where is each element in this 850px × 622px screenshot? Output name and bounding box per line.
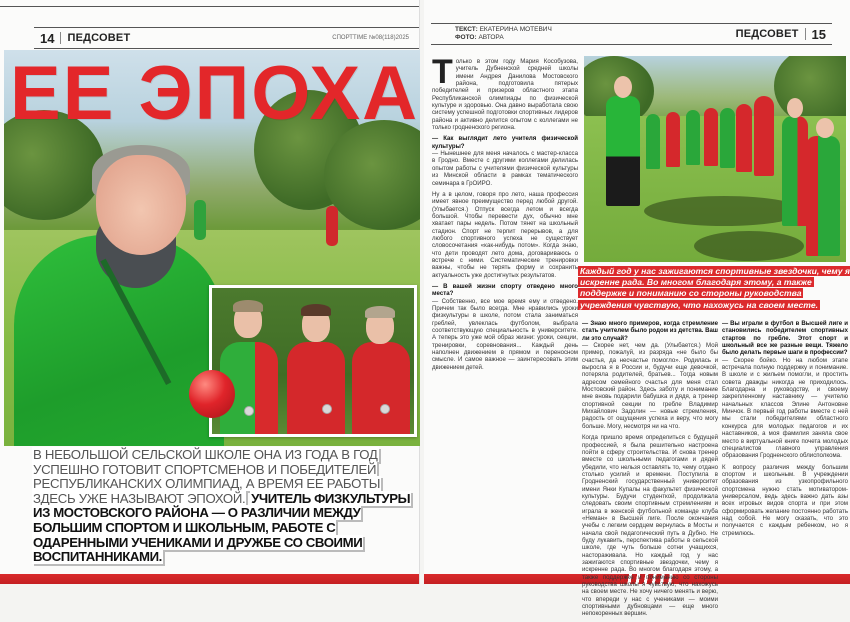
medal xyxy=(380,404,390,414)
student-red-shirt xyxy=(352,342,410,434)
issue-label: СПОРТТIME №08(118)2025 xyxy=(332,35,409,41)
red-ball xyxy=(189,370,235,418)
credit-photo-author: АВТОРА xyxy=(478,34,504,41)
question-3: — Знаю много примеров, когда стремление стать учителем было родом из детства. Ваш ли это случай? xyxy=(582,320,719,342)
shadow xyxy=(694,231,804,261)
team-photo xyxy=(584,56,846,262)
student-head xyxy=(787,98,803,118)
background-player xyxy=(326,206,338,246)
student-figure xyxy=(806,136,840,256)
student-figure xyxy=(754,96,774,176)
pull-quote xyxy=(578,266,850,311)
student-head xyxy=(816,118,834,138)
top-rule xyxy=(0,6,419,7)
left-page xyxy=(0,0,420,584)
question-4: — Вы играли в футбол в Высшей лиге и становились победителем спортивных стартов по гребле. Этот спорт и школьный все же разные вещи. Тяжело было делать первые шаги в профессии? xyxy=(722,320,848,357)
student-figure xyxy=(686,110,700,165)
article-title: ЕЕ ЭПОХА xyxy=(10,51,419,136)
section-label-right: ПЕДСОВЕТ xyxy=(730,28,806,40)
medal xyxy=(322,404,332,414)
page-number-right: 15 xyxy=(811,26,826,42)
student-hair xyxy=(233,300,263,312)
running-header-left xyxy=(34,27,419,49)
running-header-right xyxy=(431,23,832,45)
answer-2: — Собственно, все мое время ему и отведено. Причем так было всегда. Мне нравились уроки физкультуры в школе, потом стала заниматься греблей, увлеклась футболом, выбрала соответствующую специальность в университете. А теперь это уже мой образ жизни: уроки, секции, тренировки, соревнования... Каждый день наполнен движением в прямом и переносном смысле. И самое важное — заинтересовать этим движением детей. xyxy=(432,297,578,371)
student-figure xyxy=(782,116,808,226)
student-hair xyxy=(301,304,331,316)
student-figure xyxy=(736,104,752,172)
drop-cap: Т xyxy=(432,53,453,91)
answer-4: — Скорее бойко. Но на любом этапе встречала полную поддержку и понимание. В школе и с жильем помогли, и простить совета дважды никогда не приходилось. Благодарна и руководству, и своему закрепленному наставнику — учителю начальных классов Элине Антоновне Минчок. В первый год работы вместе с ней мы стали победителями областного конкурса для молодых педагогов и их наставников, а моя фамилия заняла свое место в виртуальной книге почета молодых специалистов главного управления образования Гродненского облисполкома. xyxy=(722,356,848,460)
credit-text-author: ЕКАТЕРИНА МОТЕВИЧ xyxy=(479,26,552,33)
student-hair xyxy=(365,306,395,318)
text-column-1 xyxy=(432,53,578,375)
shadow xyxy=(644,196,804,226)
lead-summary: УЧИТЕЛЬ ФИЗКУЛЬТУРЫ ИЗ МОСТОВСКОГО РАЙОНА — О РАЗЛИЧИИ МЕЖДУ БОЛЬШИМ СПОРТОМ И ШКОЛЬНЫМ, РАБОТЕ С ОДАРЕННЫМИ УЧЕНИКАМИ И ДРУЖБЕ СО СВОИМИ ВОСПИТАННИКАМИ. xyxy=(33,490,411,565)
student-red-shirt xyxy=(287,342,345,434)
teacher-figure xyxy=(606,96,640,206)
bottom-red-band xyxy=(0,574,419,584)
teacher-head xyxy=(614,76,632,98)
question-2: — В вашей жизни спорту отведено много места? xyxy=(432,282,578,298)
medal xyxy=(244,406,254,416)
text-column-2 xyxy=(582,320,718,622)
credits xyxy=(431,26,552,42)
pull-quote-text: Каждый год у нас зажигаются спортивные звездочки, чему я искренне рада. Во многом благодаря этому, а также поддержке и пониманию со стороны руководства учреждения чувствую, что нахожусь на своем месте. xyxy=(580,266,850,310)
lead-paragraph xyxy=(32,448,412,565)
student-figure xyxy=(666,112,680,167)
background-player xyxy=(194,200,206,240)
intro-text: олько в этом году Мария Кособузова, учитель Дубненской средней школы имени Андрея Данилова Мостовского района, подготовила пятерых победителей и призеров областного этапа Республиканской олимпиады по физической культуре и здоровью. Она давно выработала свою систему успешной подготовки спортивных лидеров района и активно делится опытом с коллегами не только гродненского региона. xyxy=(432,58,578,132)
intro-paragraph xyxy=(432,53,578,132)
answer-3b: Когда пришло время определиться с будущей профессией, я была решительно настроена пойти в сферу строительства. И снова тренер вместе со школьными педагогами и дядей убедили, что нельзя оставлять то, чему отдано столько усилий и времени. Поступила в Гродненский государственный университет имени Янки Купалы на факультет физической культуры. Будучи студенткой, продолжала следовать своим спортивным стремлениям и играла в женской футбольной команде клуба «Неман» в Высшей лиге. После окончания учебы с легким сердцем вернулась в Мосты и начала свой педагогический путь в Дубно. Не буду лукавить, перспектива работы в сельской школе, где чуть больше сотни учащихся, настораживала. Но каждый год у нас зажигаются спортивные звездочки, чему я искренне рада. Во многом благодаря этому, а также поддержке и пониманию со стороны руководства школы я чувствую, что нахожусь на своем месте. Не хочу ничего менять и верю, что впереди у нас с учениками — моими спортивными дубновцами — еще много непокоренных вершин. xyxy=(582,434,718,618)
credit-photo-label: ФОТО: xyxy=(455,34,477,41)
answer-1a: — Нынешнее для меня началось с мастер-класса в Гродно. Вместе с другими коллегами делилась опытом работы с учителями физической культуры из Минской области в рамках тематического семинара в ГрОИРО. xyxy=(432,150,578,187)
answer-3a: — Скорее нет, чем да. (Улыбается.) Мой пример, пожалуй, из разряда «не было бы счастья, да несчастье помогло». Родилась и выросла я в России и, будучи еще девочкой, потеряла родителей, братьев... Тогда новым адресом семейного счастья для меня стал Мостовский район. Здесь заботу и понимание мне вновь подарили бабушка и дядя, а тренер спортивной секции по гребле Владимир Михайлович Задолин — новые стремления, радость от ощущения успеха и веру, что могу больше. Могу, несмотря ни на что. xyxy=(582,342,718,430)
credit-text-label: ТЕКСТ: xyxy=(455,26,478,33)
question-1: — Как выглядит лето учителя физической культуры? xyxy=(432,135,578,150)
page-number-left: 14 xyxy=(40,30,55,46)
student-figure xyxy=(720,108,735,168)
student-figure xyxy=(646,114,660,169)
teacher-face xyxy=(96,155,186,255)
text-column-3 xyxy=(722,320,848,541)
answer-1b: Ну а в целом, говоря про лето, наша профессия имеет явное преимущество перед любой другой. (Улыбается.) Отпуск всегда летом и всегда большой. Чтобы перевести дух, обычно мне хватает пары недель. Потом тянет на школьный стадион. Спорт не терпит перерывов, а для любого спортивного успеха не существует словосочетания «как-нибудь потом». Когда знаю, что дети проводят лето дома, договариваюсь о встрече с ними. Систематические тренировки важны, чтобы не терять форму и сохранить актуальность уже достигнутых результатов. xyxy=(432,190,578,279)
lead-intro: В НЕБОЛЬШОЙ СЕЛЬСКОЙ ШКОЛЕ ОНА ИЗ ГОДА В ГОД УСПЕШНО ГОТОВИТ СПОРТСМЕНОВ И ПОБЕДИТЕЛЕЙ РЕСПУБЛИКАНСКИХ ОЛИМПИАД, А ВРЕМЯ ЕЕ РАБОТЫ ЗДЕСЬ УЖЕ НАЗЫВАЮТ ЭПОХОЙ. xyxy=(33,447,381,506)
section-label-left: ПЕДСОВЕТ xyxy=(60,32,136,44)
student-figure xyxy=(704,108,718,166)
inset-photo-medalists xyxy=(209,285,417,437)
answer-5: К вопросу различия между большим спортом и школьным. В учреждении образования из узкопрофильного спортсмена нужно стать мотиватором-универсалом, ведь здесь важно дать азы всех игровых видов спорта и при этом сформировать желание постоянно работать над собой. Не могу сказать, что это получается с каждым ребенком, но я стремлюсь. xyxy=(722,463,848,537)
